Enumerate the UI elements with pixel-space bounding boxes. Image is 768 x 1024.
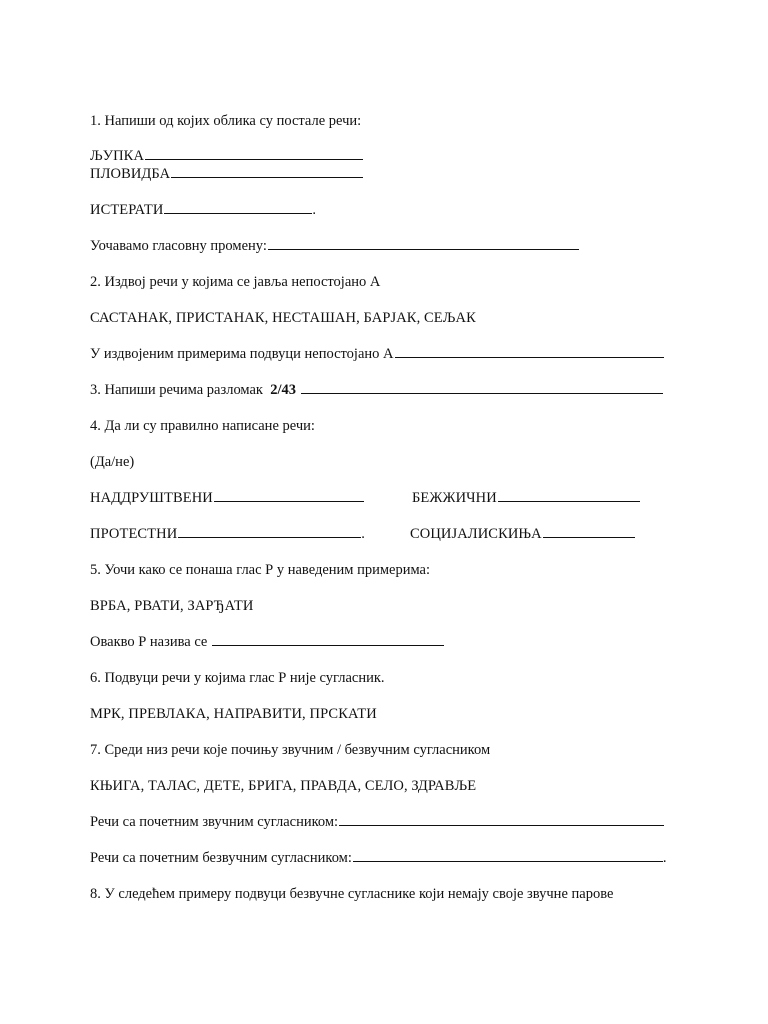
q3-fraction: 2/43 xyxy=(270,382,297,398)
q4-word: БЕЖЖИЧНИ xyxy=(412,490,497,506)
q2-words: САСТАНАК, ПРИСТАНАК, НЕСТАШАН, БАРЈАК, СЕЉАК xyxy=(90,310,476,326)
q1-word: ПЛОВИДБА xyxy=(90,166,171,182)
q5-answer-label: Овакво Р назива се xyxy=(90,634,208,650)
answer-blank[interactable] xyxy=(164,201,312,214)
q4-word: ПРОТЕСТНИ xyxy=(90,526,178,542)
q7-voiceless-label: Речи са почетним безвучним сугласником: xyxy=(90,850,352,866)
q5-prompt: 5. Уочи како се понаша глас Р у наведеним примерима: xyxy=(90,562,431,578)
q4-word: СОЦИЈАЛИСКИЊА xyxy=(410,526,542,542)
q7-voiceless-row xyxy=(90,849,667,867)
q6-words: МРК, ПРЕВЛАКА, НАПРАВИТИ, ПРСКАТИ xyxy=(90,706,377,722)
q1-observe-label: Уочавамо гласовну промену: xyxy=(90,238,267,254)
q4-word-row xyxy=(90,489,364,507)
q7-prompt: 7. Среди низ речи које почињу звучним / безвучним сугласником xyxy=(90,742,491,758)
answer-blank[interactable] xyxy=(395,345,664,358)
q3-row xyxy=(90,381,663,399)
q7-voiced-row xyxy=(90,813,664,831)
q2-instruction-row xyxy=(90,345,664,363)
q4-word-row xyxy=(90,525,365,543)
q4-hint: (Да/не) xyxy=(90,454,135,470)
q5-words: ВРБА, РВАТИ, ЗАРЂАТИ xyxy=(90,598,254,614)
answer-blank[interactable] xyxy=(171,165,363,178)
answer-blank[interactable] xyxy=(339,813,664,826)
q1-prompt: 1. Напиши од којих облика су постале речи: xyxy=(90,113,362,129)
q3-prompt: 3. Напиши речима разломак xyxy=(90,382,263,398)
q1-word: ИСТЕРАТИ xyxy=(90,202,164,218)
q7-words: КЊИГА, ТАЛАС, ДЕТЕ, БРИГА, ПРАВДА, СЕЛО, ЗДРАВЉЕ xyxy=(90,778,477,794)
q4-word-row xyxy=(410,525,635,543)
q1-word-row xyxy=(90,165,363,183)
answer-blank[interactable] xyxy=(178,525,361,538)
q7-voiced-label: Речи са почетним звучним сугласником: xyxy=(90,814,339,830)
answer-blank[interactable] xyxy=(268,237,579,250)
answer-blank[interactable] xyxy=(301,381,663,394)
q4-word-row xyxy=(412,489,640,507)
trailing-period: . xyxy=(361,526,366,542)
answer-blank[interactable] xyxy=(543,525,635,538)
answer-blank[interactable] xyxy=(498,489,640,502)
q2-prompt: 2. Издвој речи у којима се јавља непостојано А xyxy=(90,274,381,290)
q5-answer-row xyxy=(90,633,444,651)
answer-blank[interactable] xyxy=(212,633,444,646)
trailing-period: . xyxy=(662,850,667,866)
q2-instruction: У издвојеним примерима подвуци непостојано А xyxy=(90,346,394,362)
q1-observe-row xyxy=(90,237,579,255)
q4-prompt: 4. Да ли су правилно написане речи: xyxy=(90,418,315,434)
answer-blank[interactable] xyxy=(145,147,363,160)
answer-blank[interactable] xyxy=(353,849,663,862)
q8-prompt: 8. У следећем примеру подвуци безвучне сугласнике који немају своје звучне парове xyxy=(90,886,614,902)
q6-prompt: 6. Подвуци речи у којима глас Р није сугласник. xyxy=(90,670,385,686)
q1-word-row xyxy=(90,147,363,165)
q1-word-row xyxy=(90,201,316,219)
q1-word: ЉУПКА xyxy=(90,148,145,164)
q4-word: НАДДРУШТВЕНИ xyxy=(90,490,213,506)
trailing-period: . xyxy=(312,202,317,218)
answer-blank[interactable] xyxy=(214,489,364,502)
